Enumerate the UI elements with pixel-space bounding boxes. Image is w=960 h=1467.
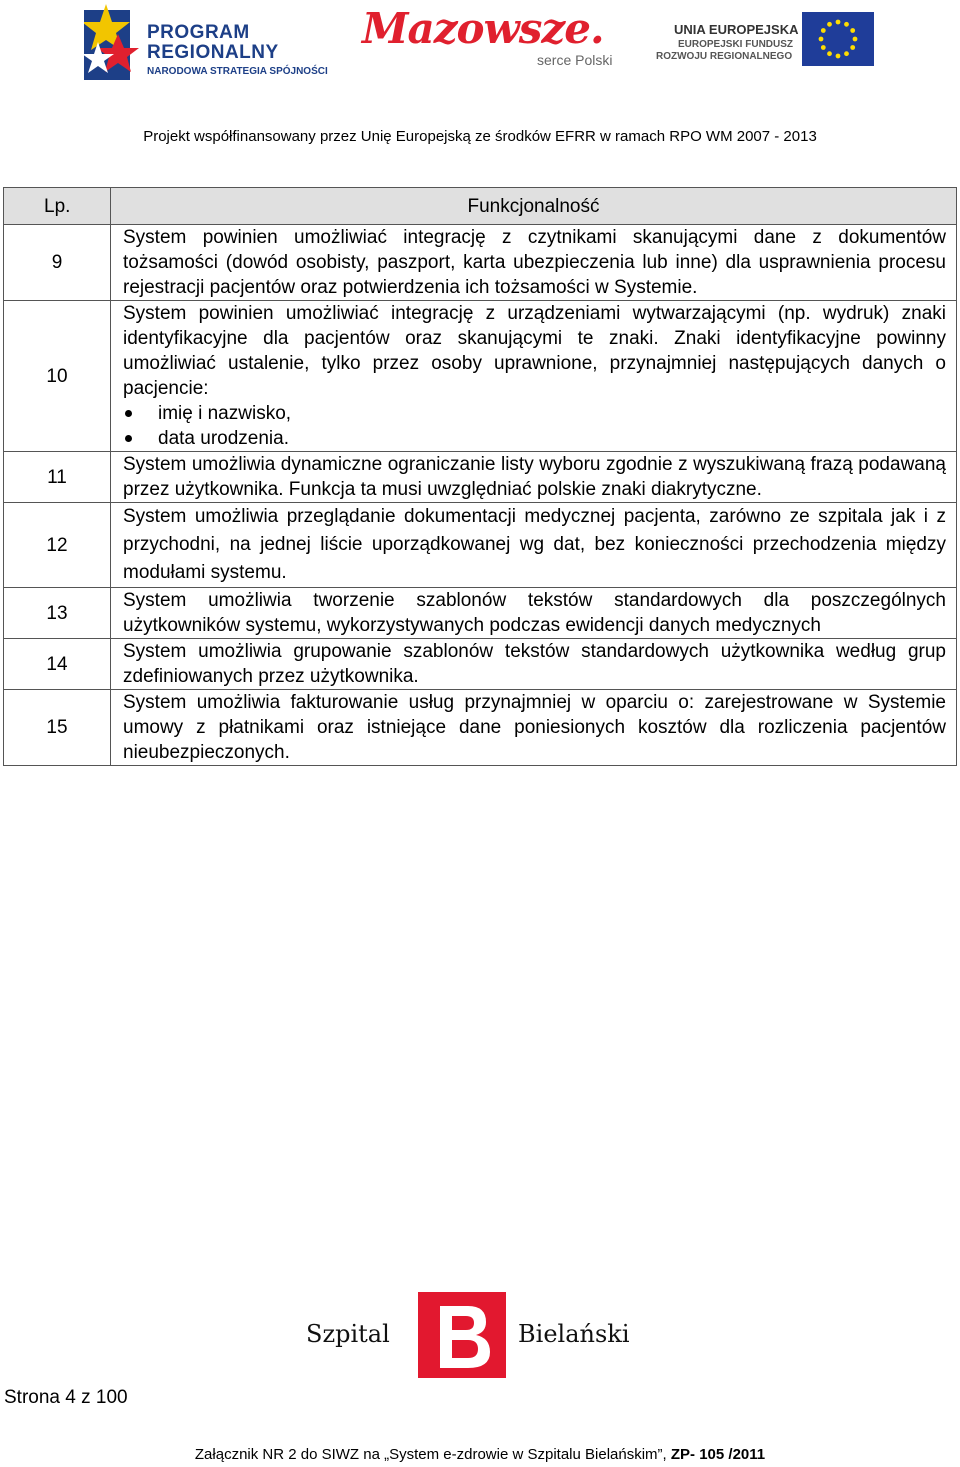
- mazowsze-logo: [362, 6, 622, 76]
- eu-logo-line3: ROZWOJU REGIONALNEGO: [656, 51, 793, 62]
- hospital-logo-left-text: Szpital: [306, 1320, 390, 1348]
- bullet-item: imię i nazwisko,: [123, 401, 946, 426]
- row-description: System umożliwia grupowanie szablonów tekstów standardowych użytkownika według grup zdefiniowanych przez użytkownika.: [111, 639, 957, 690]
- header-logos: [0, 0, 960, 110]
- row-number: 10: [4, 301, 111, 452]
- bullet-item: data urodzenia.: [123, 426, 946, 451]
- bullet-list: [123, 401, 946, 451]
- program-logo-line3: NARODOWA STRATEGIA SPÓJNOŚCI: [147, 66, 328, 77]
- column-header-lp: Lp.: [4, 188, 111, 225]
- mazowsze-logo-tagline: serce Polski: [537, 52, 613, 68]
- footer-reference: ZP- 105 /2011: [670, 1446, 766, 1463]
- table-row: [4, 225, 957, 301]
- row-number: 12: [4, 503, 111, 588]
- hospital-b-mark-icon: [418, 1292, 506, 1378]
- program-star-icon: [84, 4, 144, 82]
- eu-logo-line2: EUROPEJSKI FUNDUSZ: [678, 39, 794, 50]
- row-number: 11: [4, 452, 111, 503]
- eu-logo: [656, 12, 876, 72]
- row-description: System powinien umożliwiać integrację z czytnikami skanującymi dane z dokumentów tożsamości (dowód osobisty, paszport, karta ubezpieczenia lub inne) dla usprawnienia procesu rejestracji pacjentów oraz potwierdzenia ich tożsamości w Systemie.: [111, 225, 957, 301]
- footer-text: Załącznik NR 2 do SIWZ na „System e-zdrowie w Szpitalu Bielańskim”,: [194, 1446, 671, 1463]
- column-header-functionality: Funkcjonalność: [111, 188, 957, 225]
- table-row: [4, 588, 957, 639]
- project-cofinancing-line: Projekt współfinansowany przez Unię Europejską ze środków EFRR w ramach RPO WM 2007 - 2013: [143, 128, 817, 145]
- table-header-row: [4, 188, 957, 225]
- row-number: 15: [4, 690, 111, 766]
- mazowsze-logo-name: Mazowsze.: [362, 4, 604, 53]
- szpital-bielanski-logo: [300, 1290, 660, 1382]
- table-row: [4, 639, 957, 690]
- table-row: [4, 301, 957, 452]
- row-description: System umożliwia fakturowanie usług przynajmniej w oparciu o: zarejestrowane w Systemie umowy z płatnikami oraz istniejące dane poniesionych kosztów dla rozliczenia pacjentów nieubezpieczonych.: [111, 690, 957, 766]
- program-logo-line1: PROGRAM: [147, 22, 250, 43]
- row-description: System umożliwia dynamiczne ograniczanie listy wyboru zgodnie z wyszukiwaną frazą podawaną przez użytkownika. Funkcja ta musi uwzględniać polskie znaki diakrytyczne.: [111, 452, 957, 503]
- row-number: 14: [4, 639, 111, 690]
- program-logo-line2: REGIONALNY: [147, 42, 279, 63]
- table-row: [4, 503, 957, 588]
- row-description: System umożliwia tworzenie szablonów tekstów standardowych dla poszczególnych użytkowników systemu, wykorzystywanych podczas ewidencji danych medycznych: [111, 588, 957, 639]
- eu-flag-icon: [802, 12, 874, 66]
- hospital-logo-right-text: Bielański: [518, 1320, 630, 1348]
- table-row: [4, 690, 957, 766]
- program-regionalny-logo: [84, 4, 334, 82]
- functionality-table: [3, 187, 957, 766]
- eu-logo-line1: UNIA EUROPEJSKA: [674, 22, 799, 37]
- footer: [0, 1446, 960, 1463]
- row-description: System umożliwia przeglądanie dokumentacji medycznej pacjenta, zarówno ze szpitala jak i z przychodni, na jednej liście uporządkowanej wg dat, bez konieczności przechodzenia między modułami systemu.: [111, 503, 957, 588]
- table-row: [4, 452, 957, 503]
- row-number: 9: [4, 225, 111, 301]
- page-number: Strona 4 z 100: [4, 1387, 128, 1408]
- row-description-cell: [111, 301, 957, 452]
- row-description: System powinien umożliwiać integrację z urządzeniami wytwarzającymi (np. wydruk) znaki identyfikacyjne dla pacjentów oraz skanującymi te znaki. Znaki identyfikacyjne powinny umożliwiać ustalenie, tylko przez osoby uprawnione, przynajmniej następujących danych o pacjencie:: [123, 303, 946, 399]
- row-number: 13: [4, 588, 111, 639]
